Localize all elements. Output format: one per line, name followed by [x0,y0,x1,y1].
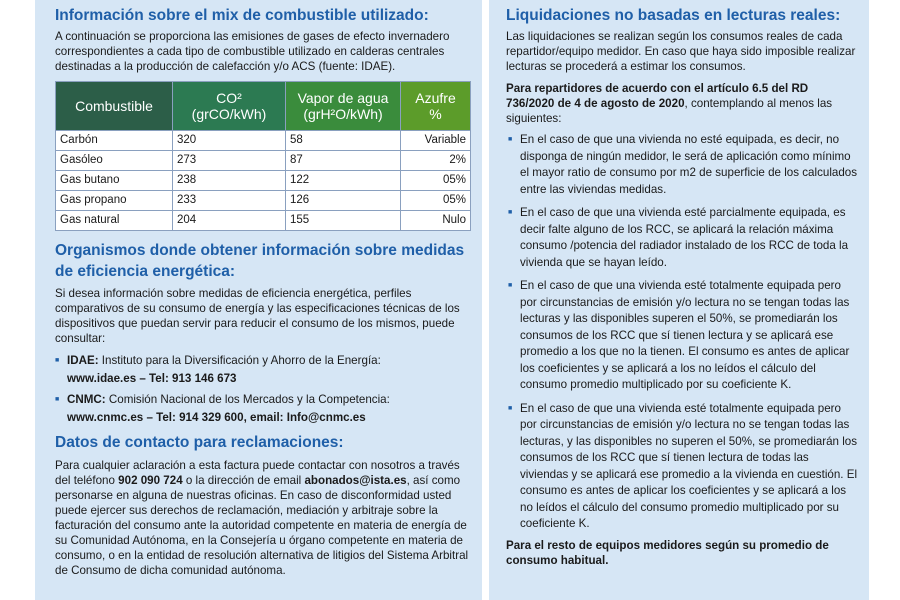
co2-value: 238 [173,171,286,191]
azufre-value: 05% [401,191,471,211]
co2-value: 320 [173,131,286,151]
table-row [56,151,471,171]
contact-phone: 902 090 724 [118,474,183,487]
org-name: IDAE: [67,354,99,367]
list-item-idae [67,352,474,388]
contact-email: abonados@ista.es [304,474,407,487]
list-item: ■ En el caso de que una vivienda no esté equipada, es decir, no disponga de ningún medidor, le será de aplicación como mínimo el mayor ratio de consumo por m2 de superficie de los calculados entre las viviendas medidas. [520,132,859,198]
contact-text: Para cualquier aclaración a esta factura puede contactar con nosotros a través del teléfono 902 090 724 o la dirección de email abonados@ista.es, así como personarse en alguna de nuestras oficinas. En caso de disconformidad usted puede ejercer sus derechos de reclamación, mediación y arbitraje sobre la facturación del consumo ante la autoridad competente en materia de energía de su Comunidad Autónoma, en la Consejería u órgano competente en materia de consumo, o en la entidad de resolución alternativa de litigios del Sistema Arbitral de Consumo de dicha comunidad autónoma. [55,459,469,577]
header-azufre: Azufre % [401,82,471,131]
org-name: CNMC: [67,393,106,406]
azufre-value: Variable [401,131,471,151]
fuel-name: Gas propano [56,191,173,211]
estimations-lead: Para repartidores de acuerdo con el artículo 6.5 del RD 736/2020 de 4 de agosto de 2020, contemplando al menos las siguientes: [506,82,833,125]
azufre-value: 05% [401,171,471,191]
left-column [35,0,482,600]
co2-value: 273 [173,151,286,171]
estimations-footer: Para el resto de equipos medidores según su promedio de consumo habitual. [506,538,829,567]
header-vapor: Vapor de agua (grH²O/kWh) [286,82,401,131]
vapor-value: 122 [286,171,401,191]
organisms-text: Si desea información sobre medidas de eficiencia energética, perfiles comparativos de su consumo de energía y las especificaciones técnicas de los dispositivos que puedan servir para reducir el consumo de los mismos, puede consultar: [55,287,460,345]
list-item-cnmc [67,391,474,427]
list-item: ■ En el caso de que una vivienda esté totalmente equipada pero por circunstancias de emisión y/o lectura no se tengan todas las lecturas, y las disponibles no superen el 50%, se promediarán los consumos de los RCC que sí tienen lectura de todas las viviendas y se aplicará ese promedio a la vivienda en cuestión. El consumo es antes de aplicar los coeficientes y se aplicará a los no leídos el cálculo del consumo promedio multiplicado por su coeficiente K. [520,401,859,533]
table-row [56,191,471,211]
table-row [56,211,471,231]
fuel-emissions-table [55,81,471,231]
org-contact: www.idae.es – Tel: 913 146 673 [67,372,237,385]
co2-value: 233 [173,191,286,211]
vapor-value: 87 [286,151,401,171]
estimations-intro: Las liquidaciones se realizan según los consumos reales de cada repartidor/equipo medidor. En caso que haya sido imposible realizar lecturas se procederá a estimar los consumos. [506,30,856,73]
fuel-mix-intro: A continuación se proporciona las emisiones de gases de efecto invernadero correspondientes a cada tipo de combustible utilizado en calderas centrales destinadas a la producción de calefacción y/o ACS (fuente: IDAE). [55,30,450,73]
contact-title: Datos de contacto para reclamaciones: [55,434,344,451]
list-item: ■ En el caso de que una vivienda esté parcialmente equipada, es decir falte alguno de los RCC, se aplicará la relación máxima consumo /potencia del radiador instalado de los RCC de toda la vivienda que se hayan leído. [520,205,859,271]
org-contact: www.cnmc.es – Tel: 914 329 600, email: Info@cnmc.es [67,411,366,424]
organisms-title: Organismos donde obtener información sobre medidas de eficiencia energética: [55,242,465,280]
vapor-value: 126 [286,191,401,211]
azufre-value: Nulo [401,211,471,231]
table-header-row [56,82,471,131]
header-co2: CO² (grCO/kWh) [173,82,286,131]
estimation-cases-list [506,132,859,533]
fuel-name: Gasóleo [56,151,173,171]
vapor-value: 58 [286,131,401,151]
list-item: ■ En el caso de que una vivienda esté totalmente equipada pero por circunstancias de emisión y/o lectura no se tengan todas las lecturas y las disponibles superen el 50%, se promediarán los consumos de los RCC que sí tienen lectura y se aplicará ese promedio a los que no la tienen. El consumo es antes de aplicar los coeficientes y se aplicará a los no leídos el cálculo del consumo promedio multiplicado por su coeficiente K. [520,278,859,394]
fuel-name: Gas butano [56,171,173,191]
fuel-name: Carbón [56,131,173,151]
estimations-title: Liquidaciones no basadas en lecturas reales: [506,7,841,24]
org-desc: Comisión Nacional de los Mercados y la Competencia: [108,393,390,406]
header-combustible: Combustible [56,82,173,131]
table-row [56,171,471,191]
vapor-value: 155 [286,211,401,231]
right-column [489,0,869,600]
org-desc: Instituto para la Diversificación y Ahorro de la Energía: [101,354,381,367]
fuel-name: Gas natural [56,211,173,231]
co2-value: 204 [173,211,286,231]
azufre-value: 2% [401,151,471,171]
table-row [56,131,471,151]
organisms-list [55,352,474,427]
fuel-mix-title: Información sobre el mix de combustible utilizado: [55,7,429,24]
